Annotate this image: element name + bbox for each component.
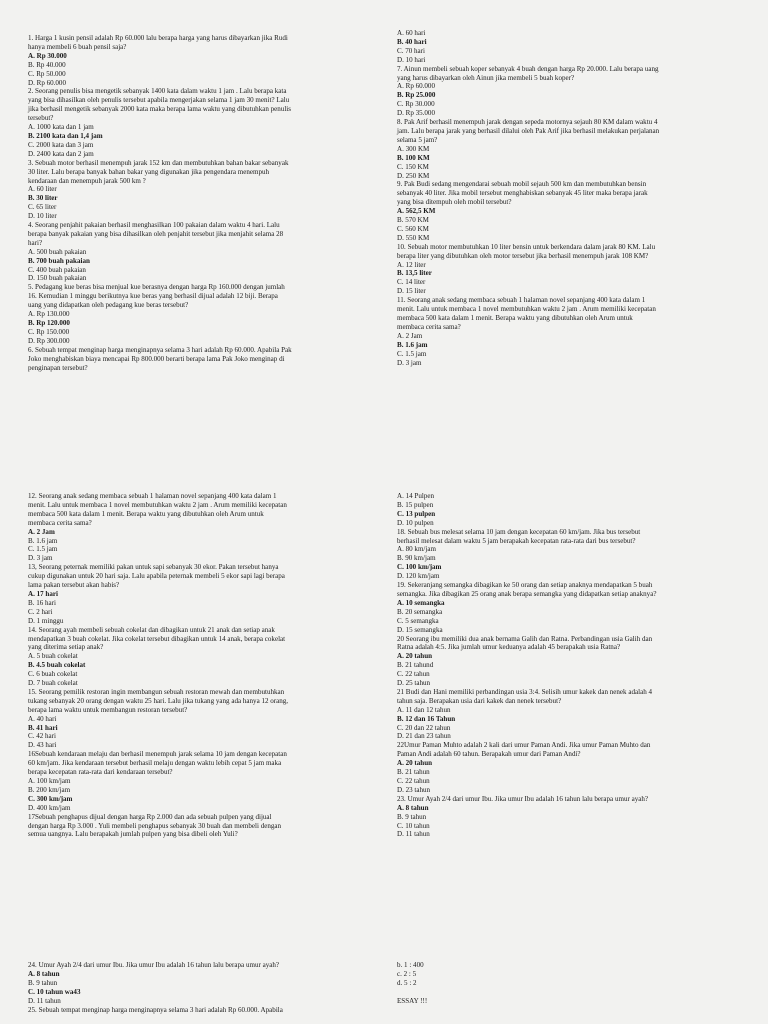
- answer-option-line: d. 5 : 2: [397, 978, 417, 987]
- answer-option-line: b. 1 : 400: [397, 961, 424, 969]
- question-line: 9. Pak Budi sedang mengendarai sebuah mobil sejauh 500 km dan membutuhkan bensin: [397, 180, 647, 189]
- answer-option-line: C. 150 KM: [397, 162, 429, 171]
- answer-option-line: B. Rp 40.000: [28, 60, 66, 69]
- text-line: yang harus dibayarkan oleh Ainun jika membeli 5 buah koper?: [397, 73, 575, 82]
- question-line: 13, Seorang peternak memiliki pakan untuk sapi sebanyak 30 ekor. Pakan tersebut hanya: [28, 563, 279, 572]
- answer-option-line: C. 5 semangka: [397, 616, 439, 625]
- section-3-right-column: [397, 961, 745, 1024]
- question-line: 17Sebuah penghapus dijual dengan harga Rp 2.000 dan ada sebuah pulpen yang dijual: [28, 812, 272, 821]
- answer-option-line: C. Rp 30.000: [397, 100, 435, 109]
- answer-option-line: A. 10 semangka: [397, 598, 445, 607]
- answer-option-line: B. 9 tahun: [28, 978, 58, 987]
- text-line: semangka. Jika dibagikan 25 orang anak berapa semangka yang didapatkan setiap anaknya?: [397, 589, 657, 598]
- text-line: lama pakan tersebut akan habis?: [28, 581, 120, 590]
- question-line: 1. Harga 1 kusin pensil adalah Rp 60.000 lalu berapa harga yang harus dibayarkan jika Rudi: [28, 34, 288, 42]
- text-line: sebanyak 40 liter. Jika mobil tersebut menghabiskan sebanyak 45 liter maka berapa jarak: [397, 189, 648, 198]
- answer-option-line: C. 22 tahun: [397, 670, 430, 679]
- answer-option-line: B. 40 hari: [397, 37, 427, 46]
- answer-option-line: B. 9 tahun: [397, 812, 427, 821]
- answer-option-line: A. 1000 kata dan 1 jam: [28, 123, 94, 132]
- answer-option-line: C. 300 km/jam: [28, 794, 73, 803]
- text-line: jika berhasil mengetik sebanyak 2000 kata maka berapa lama waktu yang dibutuhkan penulis: [28, 105, 292, 114]
- question-line: 16Sebuah kendaraan melaju dan berhasil menempuh jarak selama 10 jam dengan kecepatan: [28, 750, 287, 759]
- answer-option-line: D. 120 km/jam: [397, 572, 440, 581]
- answer-option-line: B. 21 tahund: [397, 661, 434, 670]
- text-line: ESSAY !!!: [397, 996, 428, 1005]
- answer-option-line: A. 40 hari: [28, 714, 57, 723]
- answer-option-line: B. 570 KM: [397, 216, 429, 225]
- answer-option-line: B. 15 pulpen: [397, 500, 434, 509]
- answer-option-line: C. Rp 50.000: [28, 69, 66, 78]
- answer-option-line: D. Rp 300.000: [28, 336, 70, 345]
- text-line: hanya membeli 6 buah pensil saja?: [28, 42, 127, 51]
- answer-option-line: C. 10 tahun wa43: [28, 987, 81, 996]
- question-line: 21 Budi dan Hani memiliki perbandingan usia 3:4. Selisih umur kakek dan nenek adalah 4: [397, 687, 653, 696]
- answer-option-line: A. Rp 30.000: [28, 51, 67, 60]
- answer-option-line: D. 400 km/jam: [28, 803, 71, 812]
- answer-option-line: A. 80 km/jam: [397, 545, 436, 554]
- answer-option-line: D. 3 jam: [397, 358, 422, 367]
- question-line: 16. Kemudian 1 minggu berikutnya kue beras yang berhasil dijual adalah 12 biji. Berapa: [28, 292, 278, 301]
- question-line: 7. Ainun membeli sebuah koper sebanyak 4 buah dengan harga Rp 20.000. Lalu berapa uang: [397, 64, 659, 73]
- answer-option-line: A. 300 KM: [397, 144, 430, 153]
- answer-option-line: B. Rp 25.000: [397, 91, 436, 100]
- text-line: tukang sebanyak 20 orang dengan waktu 25 hari. Lalu jika tukang yang ada hanya 12 orang,: [28, 696, 289, 705]
- answer-option-line: B. 200 km/jam: [28, 785, 71, 794]
- text-line: uang yang didapatkan oleh pedagang kue beras tersebut?: [28, 301, 189, 310]
- answer-option-line: D. 2400 kata dan 2 jam: [28, 149, 94, 158]
- answer-option-line: D. 43 hari: [28, 741, 57, 750]
- text-line: membaca cerita sama?: [397, 322, 461, 331]
- answer-option-line: C. 42 hari: [28, 732, 56, 741]
- answer-option-line: D. Rp 35.000: [397, 109, 435, 118]
- answer-option-line: A. 12 liter: [397, 260, 426, 269]
- answer-option-line: D. 21 dan 23 tahun: [397, 732, 451, 741]
- text-line: berhasil melesat dalam waktu 5 jam berapakah kecepatan rata-rata dari bus tersebut?: [397, 536, 636, 545]
- answer-option-line: A. 11 dan 12 tahun: [397, 705, 451, 714]
- question-line: 15. Seorang pemilik restoran ingin membangun sebuah restoran mewah dan membutuhkan: [28, 687, 285, 696]
- text-line: kendaraan dan menempuh jarak 500 km ?: [28, 176, 146, 185]
- answer-option-line: A. 60 liter: [28, 185, 57, 194]
- text-line: berapa banyak pakaian yang bisa dihasilkan oleh penjahit tersebut jika menjahit selama 28: [28, 229, 284, 238]
- answer-option-line: c. 2 : 5: [397, 969, 417, 978]
- answer-option-line: B. 100 KM: [397, 153, 430, 162]
- answer-option-line: C. 14 liter: [397, 278, 426, 287]
- answer-option-line: C. 2000 kata dan 3 jam: [28, 140, 94, 149]
- answer-option-line: D. 7 buah cokelat: [28, 679, 78, 688]
- question-line: 18. Sebuah bus melesat selama 10 jam dengan kecepatan 60 km/jam. Jika bus tersebut: [397, 527, 641, 536]
- answer-option-line: C. 65 liter: [28, 203, 57, 212]
- question-line: 30 liter. Lalu berapa banyak bahan bakar yang digunakan jika pengendara menempuh: [28, 167, 270, 176]
- answer-option-line: A. 2 Jam: [28, 527, 55, 536]
- answer-option-line: C. 400 buah pakaian: [28, 265, 86, 274]
- section-1-right-column: [397, 29, 745, 367]
- question-line: 14. Seorang ayah membeli sebuah cokelat dan dibagikan untuk 21 anak dan setiap anak: [28, 625, 275, 634]
- text-line: [397, 988, 745, 997]
- answer-option-line: B. 12 dan 16 Tahun: [397, 714, 456, 723]
- text-line: menit. Lalu untuk membaca 1 novel membutuhkan waktu 2 jam . Arum memiliki kecepatan: [397, 305, 656, 314]
- text-line: berapa lama waktu untuk membangun restoran tersebut?: [28, 705, 188, 714]
- text-line: menit. Lalu untuk membaca 1 novel membutuhkan waktu 2 jam . Arum memiliki kecepatan: [28, 500, 287, 509]
- answer-option-line: B. 16 hari: [28, 598, 56, 607]
- text-line: berapa liter yang dibutuhkan oleh motor tersebut jika berhasil menempuh jarak 108 KM?: [397, 251, 649, 260]
- answer-option-line: B. Rp 120.000: [28, 319, 70, 327]
- question-line: 60 km/jam. Jika kendaraan tersebut berhasil melaju dengan waktu lebih cepat 5 jam maka: [28, 759, 282, 768]
- answer-option-line: B. 1.6 jam: [397, 340, 428, 349]
- question-line: 8. Pak Arif berhasil menempuh jarak dengan sepeda motornya sejauh 80 KM dalam waktu 4: [397, 118, 658, 127]
- question-line: 19. Sekeranjang semangka dibagikan ke 50 orang dan setiap anaknya mendapatkan 5 buah: [397, 581, 653, 590]
- answer-option-line: C. 1.5 jam: [28, 545, 58, 554]
- answer-option-line: B. 13,5 liter: [397, 269, 432, 278]
- answer-option-line: A. 20 tahun: [397, 759, 433, 768]
- text-line: Joko menghabiskan biaya mencapai Rp 800.000 berarti berapa lama Pak Joko menginap di: [28, 354, 285, 363]
- question-line: 12. Seorang anak sedang membaca sebuah 1 halaman novel sepanjang 400 kata dalam 1: [28, 492, 277, 500]
- answer-option-line: D. 3 jam: [28, 554, 53, 563]
- answer-option-line: A. 60 hari: [397, 29, 426, 37]
- answer-option-line: D. Rp 60.000: [28, 78, 66, 87]
- answer-option-line: B. 700 buah pakaian: [28, 256, 90, 265]
- question-line: 5. Pedagang kue beras bisa menjual kue berasnya dengan harga Rp 160.000 dengan jumlah: [28, 283, 285, 292]
- question-line: 25. Sebuah tempat menginap harga menginapnya selama 3 hari adalah Rp 60.000. Apabila: [28, 1005, 283, 1014]
- text-line: membaca 500 kata dalam 1 menit. Berapa waktu yang dibutuhkan oleh Arum untuk: [397, 314, 633, 322]
- answer-option-line: B. 21 tahun: [397, 768, 430, 777]
- text-line: yang bisa dihasilkan oleh penulis tersebut apabila mengerjakan selama 1 jam 30 menit? Lalu: [28, 96, 290, 105]
- answer-option-line: B. 4.5 buah cokelat: [28, 661, 86, 670]
- answer-option-line: C. 1.5 jam: [397, 349, 427, 358]
- text-line: dengan harga Rp 3.000 . Yuli membeli penghapus sebanyak 30 buah dan membeli dengan: [28, 821, 282, 830]
- answer-option-line: D. 550 KM: [397, 233, 430, 242]
- text-line: selama 5 jam?: [397, 135, 438, 144]
- section-1-left-column: [28, 34, 364, 372]
- text-line: berapa kecepatan rata-rata dari kendaraan tersebut?: [28, 768, 173, 777]
- answer-option-line: C. 560 KM: [397, 224, 429, 233]
- text-line: tahun saja. Berapakan usia dari kakek dan nenek tersebut?: [397, 696, 562, 705]
- answer-option-line: A. 5 buah cokelat: [28, 652, 78, 661]
- answer-option-line: C. Rp 150.000: [28, 327, 70, 336]
- answer-option-line: C. 22 tahun: [397, 777, 430, 785]
- question-line: 3. Sebuah motor berhasil menempuh jarak 152 km dan membutuhkan bahan bakar sebanyak: [28, 158, 289, 167]
- answer-option-line: D. 10 liter: [28, 212, 57, 221]
- answer-option-line: D. 10 hari: [397, 55, 426, 64]
- text-line: yang diterima setiap anak?: [28, 643, 104, 652]
- answer-option-line: A. 8 tahun: [28, 969, 60, 978]
- question-line: 22Umur Paman Muhto adalah 2 kali dari umur Paman Andi. Jika umur Paman Muhto dan: [397, 741, 651, 750]
- answer-option-line: A. Rp 130.000: [28, 310, 70, 319]
- text-line: tersebut?: [28, 114, 54, 123]
- answer-option-line: A. 20 tahun: [397, 652, 433, 661]
- answer-option-line: C. 13 pulpen: [397, 509, 436, 518]
- answer-option-line: B. 1.6 jam: [28, 536, 58, 545]
- answer-option-line: B. 20 semangka: [397, 607, 443, 616]
- section-2-right-column: [397, 492, 745, 839]
- text-line: membaca cerita sama?: [28, 518, 92, 527]
- answer-option-line: C. 20 dan 22 tahun: [397, 723, 451, 732]
- answer-option-line: C. 2 hari: [28, 607, 53, 616]
- answer-option-line: B. 90 km/jam: [397, 554, 436, 563]
- answer-option-line: A. Rp 60.000: [397, 82, 435, 91]
- answer-option-line: A. 100 km/jam: [28, 777, 71, 785]
- question-line: 11. Seorang anak sedang membaca sebuah 1 halaman novel sepanjang 400 kata dalam 1: [397, 296, 646, 305]
- text-line: semua uangnya. Lalu berapakah jumlah pulpen yang bisa dibeli oleh Yuli?: [28, 830, 238, 839]
- answer-option-line: D. 11 tahun: [397, 830, 430, 839]
- text-line: Paman Andi adalah 60 tahun. Berapakah umur dari Paman Andi?: [397, 750, 581, 759]
- answer-option-line: A. 2 Jam: [397, 331, 423, 340]
- answer-option-line: D. 15 semangka: [397, 625, 443, 634]
- answer-option-line: A. 17 hari: [28, 589, 58, 598]
- question-line: 24. Umur Ayah 2/4 dari umur Ibu. Jika umur Ibu adalah 16 tahun lalu berapa umur ayah?: [28, 961, 280, 969]
- question-line: 23. Umur Ayah 2/4 dari umur Ibu. Jika umur Ibu adalah 16 tahun lalu berapa umur ayah?: [397, 794, 649, 803]
- section-2-left-column: [28, 492, 364, 839]
- answer-option-line: C. 6 buah cokelat: [28, 670, 78, 679]
- question-line: 2. Seorang penulis bisa mengetik sebanyak 1400 kata dalam waktu 1 jam . Lalu berapa kata: [28, 87, 287, 96]
- text-line: jam. Lalu berapa jarak yang berhasil dilalui oleh Pak Arif jika berhasil melakukan perjalanan: [397, 126, 660, 135]
- question-line: 10. Sebuah motor membutuhkan 10 liter bensin untuk berkendara dalam jarak 80 KM. Lalu: [397, 242, 656, 251]
- answer-option-line: B. 2100 kata dan 1,4 jam: [28, 131, 103, 140]
- answer-option-line: B. 41 hari: [28, 723, 58, 732]
- section-3-left-column: [28, 961, 364, 1024]
- question-line: 4. Seorang penjahit pakaian berhasil menghasilkan 100 pakaian dalam waktu 4 hari. Lalu: [28, 221, 280, 230]
- answer-option-line: C. 10 tahun: [397, 821, 430, 830]
- answer-option-line: A. 8 tahun: [397, 803, 429, 812]
- answer-option-line: A. 562,5 KM: [397, 207, 436, 216]
- answer-option-line: B. 30 liter: [28, 194, 58, 203]
- text-line: membaca 500 kata dalam 1 menit. Berapa waktu yang dibutuhkan oleh Arum untuk: [28, 509, 264, 518]
- answer-option-line: A. 500 buah pakaian: [28, 247, 87, 256]
- answer-option-line: A. 14 Pulpen: [397, 492, 434, 500]
- answer-option-line: D. 15 liter: [397, 287, 426, 296]
- answer-option-line: D. 150 buah pakaian: [28, 274, 87, 283]
- answer-option-line: D. 1 minggu: [28, 616, 64, 625]
- text-line: Ratna adalah 4:5. Jika jumlah umur keduanya adalah 45 berapakah usia Ratna?: [397, 643, 621, 652]
- text-line: penginapan tersebut?: [28, 363, 88, 372]
- question-line: 20 Seorang ibu memiliki dua anak bernama Galih dan Ratna. Perbandingan usia Galih dan: [397, 634, 653, 643]
- answer-option-line: C. 70 hari: [397, 46, 425, 55]
- text-line: hari?: [28, 238, 43, 247]
- answer-option-line: D. 23 tahun: [397, 785, 431, 794]
- text-line: mendapatkan 3 buah cokelat. Jika cokelat tersebut dibagikan untuk 14 anak, berapa cokelat: [28, 634, 286, 643]
- answer-option-line: C. 100 km/jam: [397, 563, 442, 572]
- answer-option-line: D. 250 KM: [397, 171, 430, 180]
- answer-option-line: D. 10 pulpen: [397, 518, 434, 527]
- text-line: cukup digunakan untuk 20 hari saja. Lalu apabila peternak membeli 5 ekor sapi lagi berapa: [28, 572, 285, 581]
- answer-option-line: D. 25 tahun: [397, 679, 431, 688]
- answer-option-line: D. 11 tahun: [28, 996, 61, 1005]
- text-line: yang bisa ditempuh oleh mobil tersebut?: [397, 198, 512, 207]
- question-line: 6. Sebuah tempat menginap harga menginapnya selama 3 hari adalah Rp 60.000. Apabila Pak: [28, 345, 292, 354]
